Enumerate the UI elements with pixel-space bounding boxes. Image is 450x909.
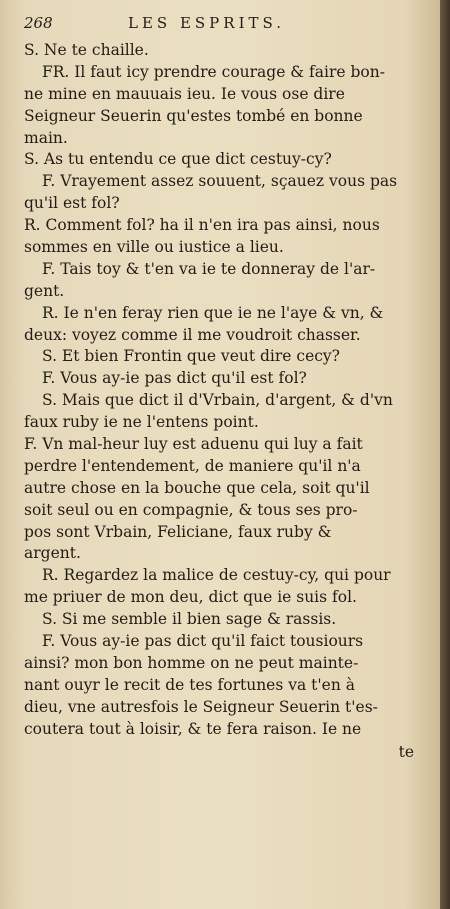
page-header xyxy=(24,14,420,38)
text-line: F. Vrayement assez souuent, sçauez vous pas xyxy=(42,172,398,191)
text-line: qu'il est fol? xyxy=(24,194,120,213)
text-line: F. Vous ay-ie pas dict qu'il faict tousiours xyxy=(42,632,364,651)
page-edge-shadow xyxy=(440,0,450,909)
text-line: F. Vn mal-heur luy est aduenu qui luy a fait xyxy=(24,435,363,454)
text-line: pos sont Vrbain, Feliciane, faux ruby & xyxy=(24,522,332,541)
text-line: S. Et bien Frontin que veut dire cecy? xyxy=(42,347,340,366)
text-line: R. Ie n'en feray rien que ie ne l'aye & vn, & xyxy=(42,303,384,322)
text-line: me priuer de mon deu, dict que ie suis fol. xyxy=(24,588,357,607)
text-line: F. Vous ay-ie pas dict qu'il est fol? xyxy=(42,369,307,388)
text-line: argent. xyxy=(24,544,81,563)
running-head: LES ESPRITS. xyxy=(128,14,286,32)
text-line: soit seul ou en compagnie, & tous ses pro- xyxy=(24,500,358,519)
text-line: sommes en ville ou iustice a lieu. xyxy=(24,238,284,257)
text-line: FR. Il faut icy prendre courage & faire bon- xyxy=(42,62,385,81)
text-line: ainsi? mon bon homme on ne peut mainte- xyxy=(24,653,359,672)
text-line: coutera tout à loisir, & te fera raison. Ie ne xyxy=(24,719,362,738)
text-line: S. Ne te chaille. xyxy=(24,41,149,59)
text-line: R. Comment fol? ha il n'en ira pas ainsi, nous xyxy=(24,216,380,235)
text-line: dieu, vne autresfois le Seigneur Seuerin t'es- xyxy=(24,697,378,716)
text-line: S. Mais que dict il d'Vrbain, d'argent, & d'vn xyxy=(42,391,393,410)
text-line: R. Regardez la malice de cestuy-cy, qui pour xyxy=(42,566,391,585)
text-line: ne mine en mauuais ieu. Ie vous ose dire xyxy=(24,84,345,103)
catchword: te xyxy=(398,742,414,761)
text-line: faux ruby ie ne l'entens point. xyxy=(24,413,259,432)
text-line: autre chose en la bouche que cela, soit qu'il xyxy=(24,478,370,497)
text-line: Seigneur Seuerin qu'estes tombé en bonne xyxy=(24,106,363,125)
text-body xyxy=(24,40,420,741)
text-line: S. As tu entendu ce que dict cestuy-cy? xyxy=(24,150,332,169)
text-line: main. xyxy=(24,128,68,147)
page-number: 268 xyxy=(24,14,53,32)
text-line: F. Tais toy & t'en va ie te donneray de l'ar- xyxy=(42,259,376,278)
text-line: gent. xyxy=(24,281,65,300)
text-line: perdre l'entendement, de maniere qu'il n'a xyxy=(24,456,361,475)
text-line: S. Si me semble il bien sage & rassis. xyxy=(42,610,337,629)
text-line: nant ouyr le recit de tes fortunes va t'en à xyxy=(24,675,355,694)
text-line: deux: voyez comme il me voudroit chasser. xyxy=(24,325,361,344)
